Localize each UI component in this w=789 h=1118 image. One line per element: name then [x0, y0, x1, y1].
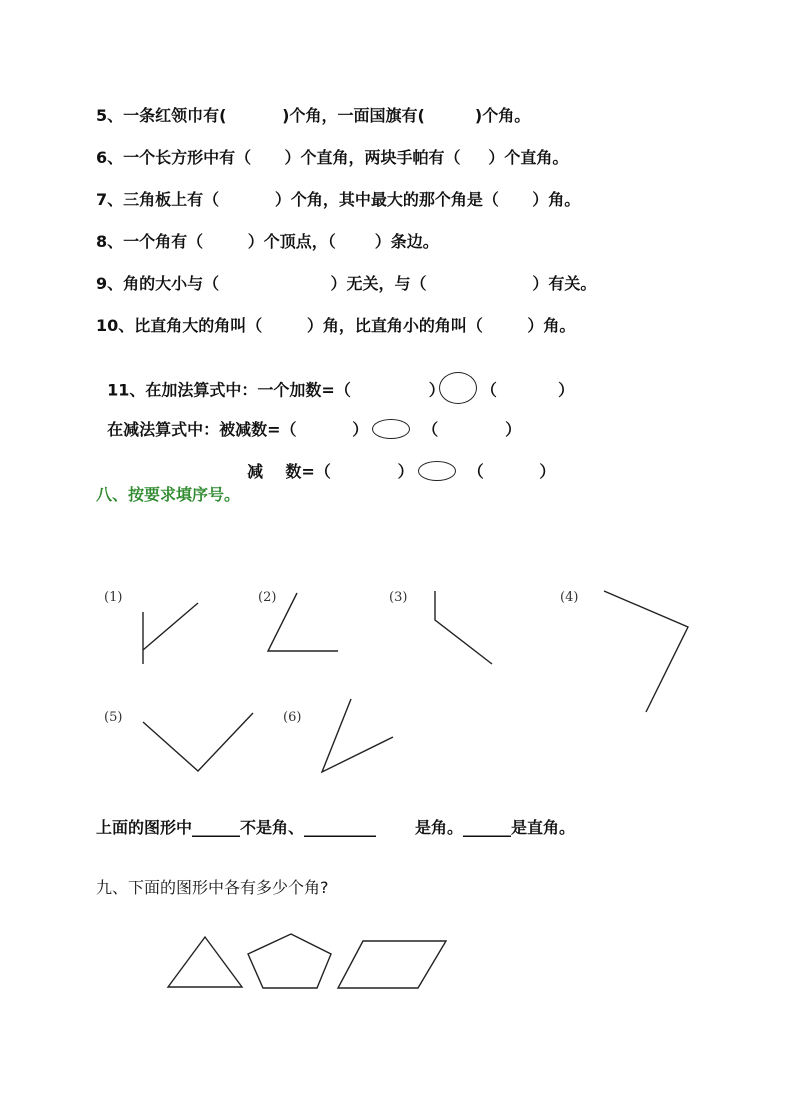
question-9: 9、角的大小与（ ）无关，与（ ）有关。	[96, 274, 597, 293]
figure-label-3: (3)	[389, 590, 408, 605]
figure-label-6: (6)	[283, 710, 302, 725]
subtrahend-second-blank: （ ）	[467, 462, 556, 481]
minuend-second-blank: （ ）	[422, 420, 522, 439]
section-9-title: 九、下面的图形中各有多少个角?	[96, 878, 329, 897]
figure-label-2: (2)	[258, 590, 277, 605]
question-6: 6、一个长方形中有（ ）个直角，两块手帕有（ ）个直角。	[96, 148, 569, 167]
minuend-expression: 在减法算式中：被减数=（ ）	[107, 420, 369, 439]
figure-5-right-angle	[143, 713, 253, 771]
question-7: 7、三角板上有（ ）个角，其中最大的那个角是（ ）角。	[96, 190, 581, 209]
addend-expression: 11、在加法算式中：一个加数=（ ）	[107, 380, 445, 400]
figure-1-disjoint-lines	[143, 603, 198, 664]
figure-2-acute-angle	[268, 593, 338, 651]
section-8-answer-line: 上面的图形中______不是角、_________ 是角。______是直角。	[96, 818, 575, 837]
figure-4-right-angle	[604, 591, 688, 712]
question-10: 10、比直角大的角叫（ ）角，比直角小的角叫（ ）角。	[96, 316, 576, 335]
section-8-title: 八、按要求填序号。	[96, 485, 241, 504]
addend-second-blank: （ ）	[480, 380, 575, 400]
question-5: 5、一条红领巾有( )个角，一面国旗有( )个角。	[96, 106, 531, 125]
question-8: 8、一个角有（ ）个顶点，（ ）条边。	[96, 232, 439, 251]
parallelogram-shape	[338, 941, 446, 988]
triangle-shape	[168, 937, 242, 987]
figure-label-5: (5)	[104, 710, 123, 725]
figure-3-obtuse-angle	[435, 591, 492, 664]
pentagon-shape	[248, 934, 331, 988]
figure-label-4: (4)	[560, 590, 579, 605]
subtrahend-expression: 减 数=（ ）	[247, 462, 414, 481]
figure-6-acute-angle	[322, 699, 393, 772]
figure-label-1: (1)	[104, 590, 123, 605]
